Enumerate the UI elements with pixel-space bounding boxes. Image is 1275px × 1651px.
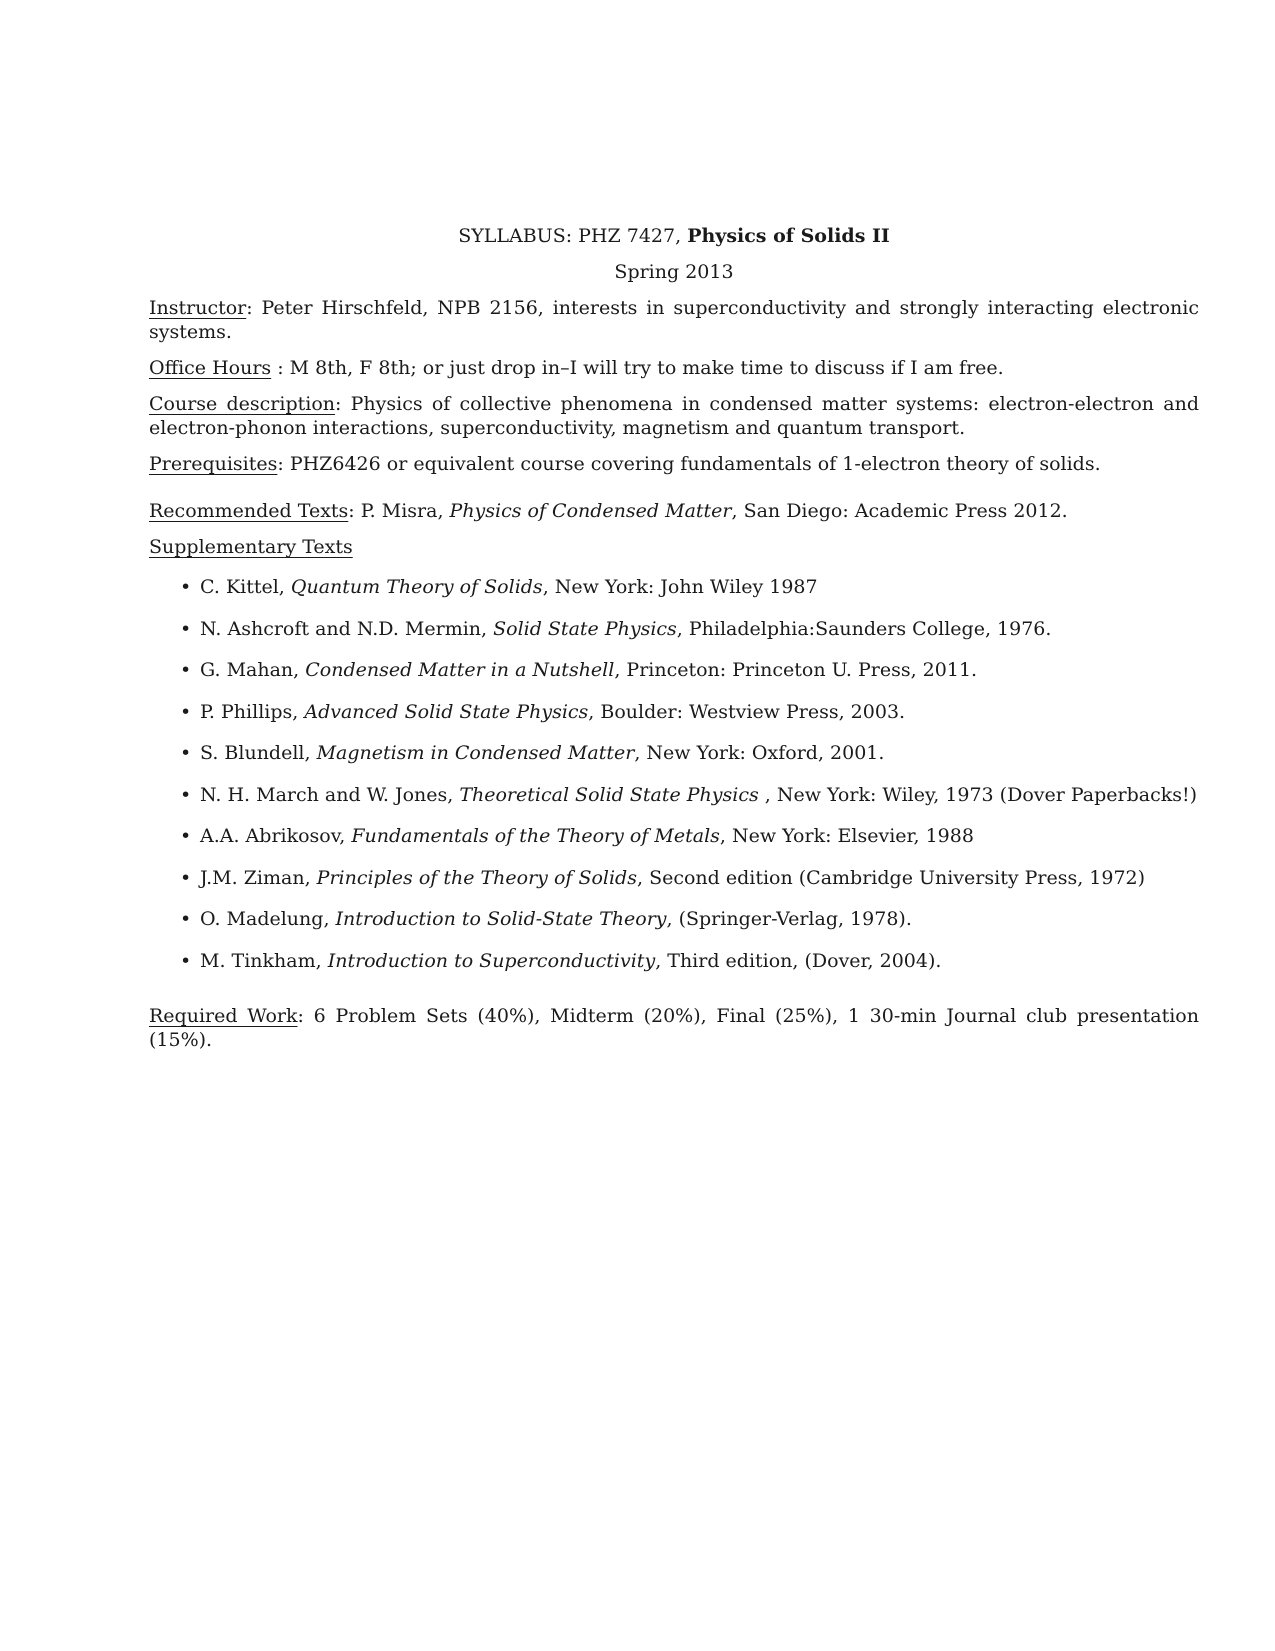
ref-authors: M. Tinkham, <box>200 949 328 972</box>
supplementary-heading <box>149 535 1199 559</box>
ref-title: Introduction to Superconductivity <box>327 949 656 972</box>
ref-title: Fundamentals of the Theory of Metals <box>351 825 720 847</box>
instructor-section <box>149 296 1199 344</box>
ref-details: , Philadelphia:Saunders College, 1976. <box>676 617 1052 640</box>
prerequisites-text: : PHZ6426 or equivalent course covering fundamentals of 1-electron theory of solids. <box>277 453 1101 475</box>
ref-title: Solid State Physics <box>493 617 677 640</box>
bullet-icon: • <box>180 659 192 681</box>
ref-details: , Third edition, (Dover, 2004). <box>655 949 942 972</box>
required-work-section <box>149 1004 1199 1052</box>
term: Spring 2013 <box>614 261 734 283</box>
ref-details: , Second edition (Cambridge University Press, 1972) <box>636 866 1146 889</box>
ref-authors: J.M. Ziman, <box>200 866 317 889</box>
ref-details: , (Springer-Verlag, 1978). <box>666 908 912 930</box>
ref-authors: C. Kittel, <box>200 576 291 598</box>
list-item <box>149 949 1199 991</box>
list-item <box>149 741 1199 783</box>
ref-title: Condensed Matter in a Nutshell <box>305 659 615 681</box>
page-title <box>149 224 1199 248</box>
course-description-label: Course description <box>149 393 336 415</box>
list-item <box>149 907 1199 949</box>
bullet-icon: • <box>180 783 192 806</box>
list-item <box>149 824 1199 866</box>
ref-authors: N. H. March and W. Jones, <box>200 783 460 806</box>
supplementary-label: Supplementary Texts <box>149 536 353 558</box>
recommended-texts-title: Physics of Condensed Matter <box>449 500 732 522</box>
ref-authors: P. Phillips, <box>200 700 305 723</box>
bullet-icon: • <box>180 825 192 847</box>
prerequisites-label: Prerequisites <box>149 453 278 475</box>
recommended-texts-section <box>149 499 1199 523</box>
list-item <box>149 700 1199 742</box>
ref-authors: O. Madelung, <box>200 908 336 930</box>
ref-details: , New York: John Wiley 1987 <box>542 576 818 598</box>
required-work-text: : 6 Problem Sets (40%), Midterm (20%), Final (25%), 1 30-min Journal club presentation (15%). <box>149 1005 1199 1051</box>
ref-details: , New York: Wiley, 1973 (Dover Paperbacks!) <box>758 783 1198 806</box>
bullet-icon: • <box>180 866 192 889</box>
ref-authors: G. Mahan, <box>200 659 306 681</box>
instructor-text: : Peter Hirschfeld, NPB 2156, interests in superconductivity and strongly interacting electronic systems. <box>149 297 1199 343</box>
list-item <box>149 866 1199 908</box>
ref-details: , New York: Elsevier, 1988 <box>719 825 974 847</box>
title-prefix: SYLLABUS: PHZ 7427, <box>458 225 688 247</box>
list-item <box>149 575 1199 617</box>
ref-title: Magnetism in Condensed Matter <box>316 742 635 764</box>
bullet-icon: • <box>180 742 192 764</box>
bullet-icon: • <box>180 908 192 930</box>
office-hours-label: Office Hours <box>149 357 272 379</box>
ref-details: , Princeton: Princeton U. Press, 2011. <box>614 659 978 681</box>
required-work-label: Required Work <box>149 1005 298 1027</box>
bullet-icon: • <box>180 576 192 598</box>
course-description-text: : Physics of collective phenomena in condensed matter systems: electron-electron and electron-phonon interactions, superconductivity, magnetism and quantum transport. <box>149 393 1199 439</box>
ref-details: , Boulder: Westview Press, 2003. <box>588 700 906 723</box>
list-item <box>149 783 1199 825</box>
ref-details: , New York: Oxford, 2001. <box>634 742 885 764</box>
course-description-section <box>149 392 1199 440</box>
ref-title: Theoretical Solid State Physics <box>459 783 759 806</box>
office-hours-section <box>149 356 1199 380</box>
list-item <box>149 658 1199 700</box>
office-hours-text: : M 8th, F 8th; or just drop in–I will try to make time to discuss if I am free. <box>271 357 1004 379</box>
list-item <box>149 617 1199 659</box>
ref-title: Introduction to Solid-State Theory <box>335 908 667 930</box>
bullet-icon: • <box>180 700 192 723</box>
recommended-texts-after: , San Diego: Academic Press 2012. <box>731 500 1068 522</box>
ref-title: Quantum Theory of Solids <box>290 576 543 598</box>
supplementary-list <box>149 575 1199 990</box>
ref-authors: N. Ashcroft and N.D. Mermin, <box>200 617 494 640</box>
bullet-icon: • <box>180 617 192 640</box>
course-name: Physics of Solids II <box>687 225 890 247</box>
recommended-texts-before: : P. Misra, <box>348 500 450 522</box>
instructor-label: Instructor <box>149 297 247 319</box>
prerequisites-section <box>149 452 1199 476</box>
ref-authors: A.A. Abrikosov, <box>200 825 352 847</box>
ref-title: Advanced Solid State Physics <box>304 700 589 723</box>
bullet-icon: • <box>180 949 192 972</box>
recommended-texts-label: Recommended Texts <box>149 500 349 522</box>
ref-title: Principles of the Theory of Solids <box>316 866 637 889</box>
syllabus-page <box>149 224 1199 1064</box>
ref-authors: S. Blundell, <box>200 742 317 764</box>
